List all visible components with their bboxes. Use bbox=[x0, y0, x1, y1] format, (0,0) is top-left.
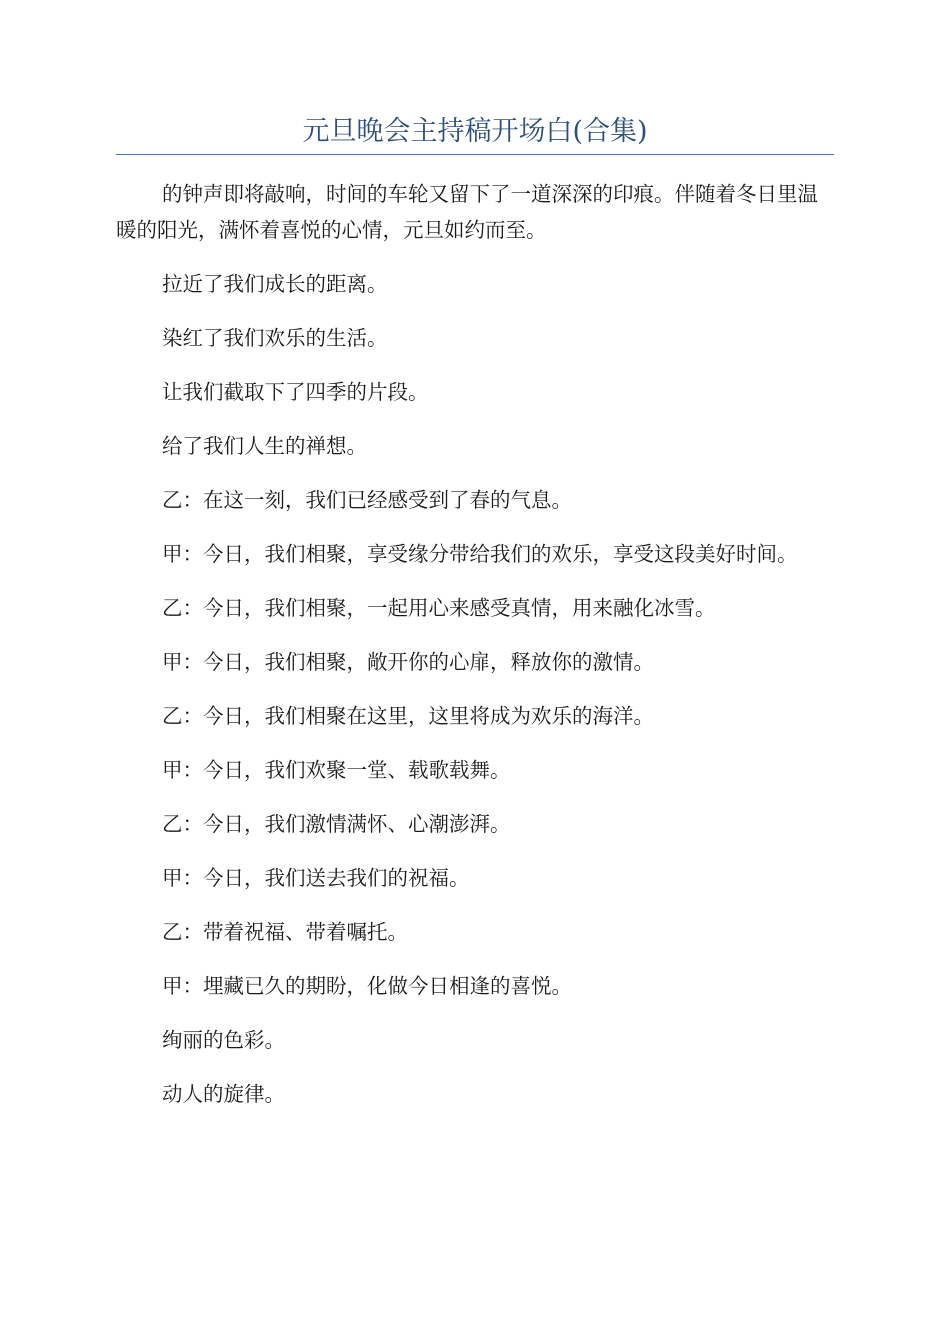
title-underline bbox=[116, 154, 834, 155]
paragraph: 乙：带着祝福、带着嘱托。 bbox=[162, 920, 408, 944]
document-body bbox=[116, 176, 834, 1112]
paragraph: 乙：今日，我们相聚在这里，这里将成为欢乐的海洋。 bbox=[162, 704, 654, 728]
paragraph: 甲：今日，我们相聚，敞开你的心扉，释放你的激情。 bbox=[162, 650, 654, 674]
paragraph: 甲：埋藏已久的期盼，化做今日相逢的喜悦。 bbox=[162, 974, 572, 998]
paragraph: 拉近了我们成长的距离。 bbox=[162, 272, 388, 296]
document-title: 元旦晚会主持稿开场白(合集) bbox=[302, 116, 648, 147]
paragraph: 的钟声即将敲响，时间的车轮又留下了一道深深的印痕。伴随着冬日里温暖的阳光，满怀着喜悦的心情，元旦如约而至。 bbox=[116, 182, 818, 242]
paragraph: 绚丽的色彩。 bbox=[162, 1028, 285, 1052]
paragraph: 甲：今日，我们相聚，享受缘分带给我们的欢乐，享受这段美好时间。 bbox=[162, 542, 798, 566]
paragraph: 甲：今日，我们送去我们的祝福。 bbox=[162, 866, 470, 890]
paragraph: 甲：今日，我们欢聚一堂、载歌载舞。 bbox=[162, 758, 511, 782]
paragraph: 乙：在这一刻，我们已经感受到了春的气息。 bbox=[162, 488, 572, 512]
paragraph: 给了我们人生的禅想。 bbox=[162, 434, 367, 458]
paragraph: 染红了我们欢乐的生活。 bbox=[162, 326, 388, 350]
paragraph: 乙：今日，我们相聚，一起用心来感受真情，用来融化冰雪。 bbox=[162, 596, 716, 620]
paragraph: 乙：今日，我们激情满怀、心潮澎湃。 bbox=[162, 812, 511, 836]
paragraph: 动人的旋律。 bbox=[162, 1082, 285, 1106]
paragraph: 让我们截取下了四季的片段。 bbox=[162, 380, 429, 404]
